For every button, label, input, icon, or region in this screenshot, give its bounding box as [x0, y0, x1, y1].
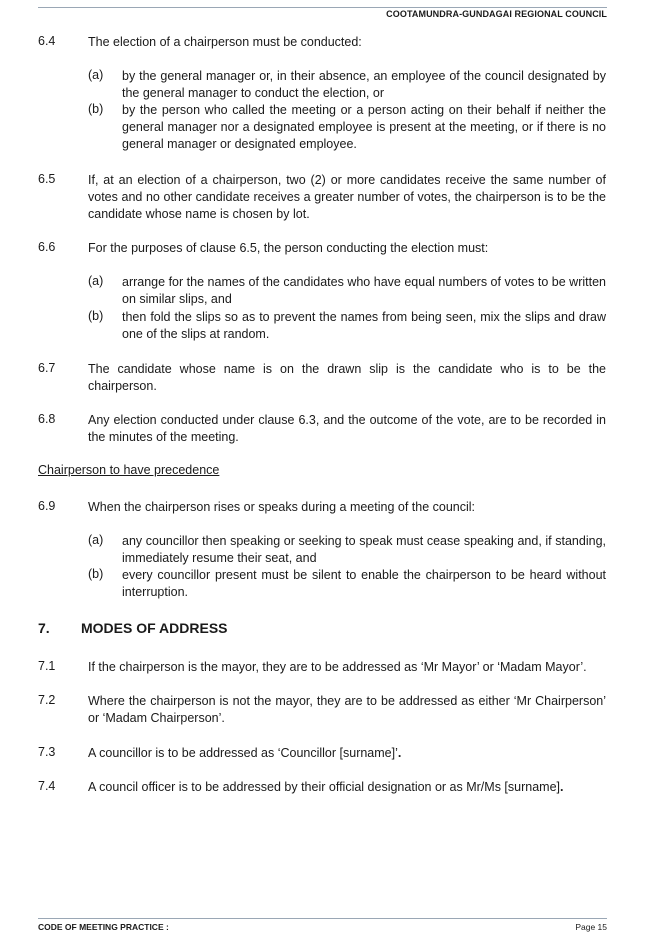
clause-number: 7.3	[38, 745, 56, 759]
clause-text: Where the chairperson is not the mayor, they are to be addressed as either ‘Mr Chairperson’ or ‘Madam Chairperson’.	[88, 694, 606, 725]
sub-text: any councillor then speaking or seeking to speak must cease speaking and, if standing, immediately resume their seat, and	[122, 534, 606, 565]
sub-text: by the person who called the meeting or a person acting on their behalf if neither the general manager nor a designated employee is present at the meeting, or if there is no general manager or designated employee.	[122, 103, 606, 151]
footer-page-number: Page 15	[575, 922, 607, 932]
clause-number: 7.1	[38, 659, 56, 673]
header-rule	[38, 7, 607, 8]
sub-label: (b)	[88, 567, 104, 581]
clause-number: 7.2	[38, 693, 56, 707]
section-title: MODES OF ADDRESS	[81, 620, 228, 636]
clause-number: 6.4	[38, 34, 56, 48]
clause-body: A councillor is to be addressed as ‘Councillor [surname]’	[88, 746, 398, 760]
clause-number: 6.6	[38, 240, 56, 254]
clause-text: When the chairperson rises or speaks during a meeting of the council:	[88, 500, 476, 514]
footer-doc-title: CODE OF MEETING PRACTICE :	[38, 922, 169, 932]
clause-body: A council officer is to be addressed by their official designation or as Mr/Ms [surname]	[88, 780, 560, 794]
clause-text: If the chairperson is the mayor, they are to be addressed as ‘Mr Mayor’ or ‘Madam Mayor’.	[88, 660, 587, 674]
clause-text: For the purposes of clause 6.5, the person conducting the election must:	[88, 241, 489, 255]
sub-label: (a)	[88, 533, 104, 547]
sub-text: every councillor present must be silent to enable the chairperson to be heard without interruption.	[122, 568, 606, 599]
clause-end: .	[397, 746, 402, 760]
footer-rule	[38, 918, 607, 919]
clause-text	[88, 745, 606, 762]
header-org: COOTAMUNDRA-GUNDAGAI REGIONAL COUNCIL	[386, 9, 607, 19]
clause-text: Any election conducted under clause 6.3, and the outcome of the vote, are to be recorded in the minutes of the meeting.	[88, 413, 606, 444]
clause-text: The election of a chairperson must be conducted:	[88, 35, 362, 49]
clause-text	[88, 779, 606, 796]
clause-end: .	[560, 780, 564, 794]
clause-number: 7.4	[38, 779, 56, 793]
sub-text: then fold the slips so as to prevent the names from being seen, mix the slips and draw one of the slips at random.	[122, 310, 606, 341]
subsection-heading: Chairperson to have precedence	[38, 463, 220, 477]
sub-label: (b)	[88, 102, 104, 116]
clause-number: 6.7	[38, 361, 56, 375]
clause-number: 6.5	[38, 172, 56, 186]
sub-label: (b)	[88, 309, 104, 323]
sub-label: (a)	[88, 274, 104, 288]
sub-text: arrange for the names of the candidates who have equal numbers of votes to be written on similar slips, and	[122, 275, 606, 306]
section-number: 7.	[38, 620, 50, 636]
clause-text: The candidate whose name is on the drawn slip is the candidate who is to be the chairperson.	[88, 362, 606, 393]
sub-text: by the general manager or, in their absence, an employee of the council designated by the general manager to conduct the election, or	[122, 69, 606, 100]
clause-number: 6.8	[38, 412, 56, 426]
clause-text: If, at an election of a chairperson, two (2) or more candidates receive the same number of votes and no other candidate receives a greater number of votes, the chairperson is to be the candidate whose name is chosen by lot.	[88, 173, 606, 221]
sub-label: (a)	[88, 68, 104, 82]
clause-number: 6.9	[38, 499, 56, 513]
